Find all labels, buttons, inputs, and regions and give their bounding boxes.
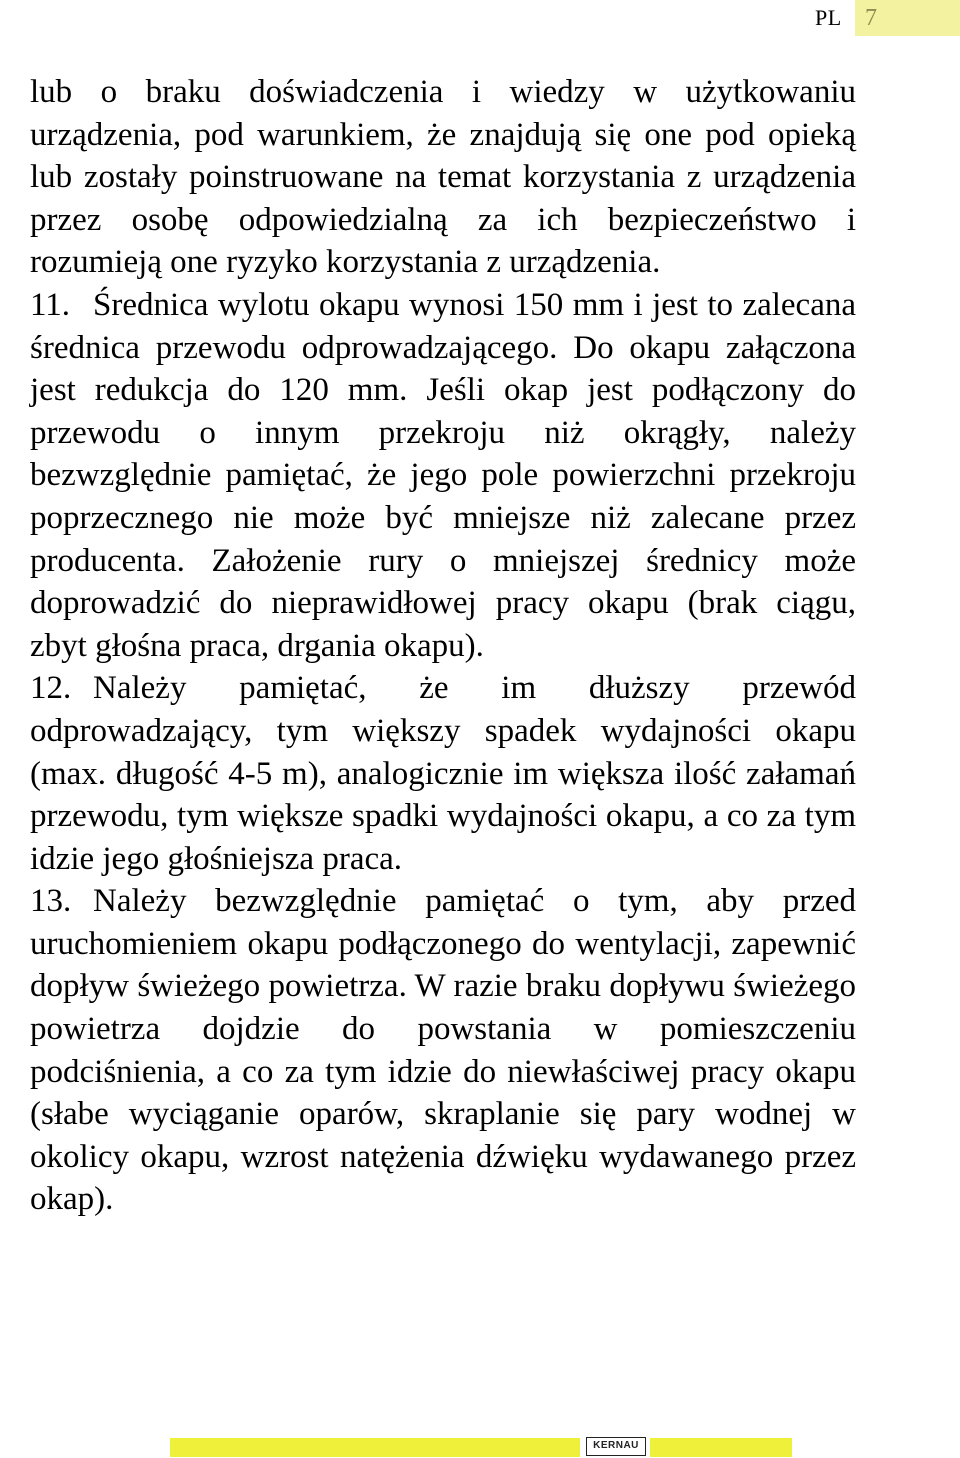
footer-accent-bar — [170, 1438, 580, 1457]
item-text: Należy pamiętać, że im dłuższy przewód odprowadzający, tym większy spadek wydajności okapu (max. długość 4-5 m), analogicznie im większa ilość załamań przewodu, tym większe spadki wydajności okapu, a co za tym idzie jego głośniejsza praca. — [30, 670, 856, 877]
footer-accent-bar-right — [650, 1438, 792, 1457]
item-text: Średnica wylotu okapu wynosi 150 mm i jest to zalecana średnica przewodu odprowadzającego. Do okapu załączona jest redukcja do 120 mm. Jeśli okap jest podłączony do przewodu o innym przekroju niż okrągły, należy bezwzględnie pamiętać, że jego pole powierzchni przekroju poprzecznego nie może być mniejsze niż zalecane przez producenta. Założenie rury o mniejszej średnicy może doprowadzić do nieprawidłowej pracy okapu (brak ciągu, zbyt głośna praca, drgania okapu). — [30, 286, 856, 664]
list-item-13 — [30, 880, 856, 1221]
item-number: 12. — [30, 670, 72, 707]
language-label: PL — [815, 5, 842, 30]
page-number-box — [855, 0, 960, 36]
item-number: 13. — [30, 883, 72, 920]
page-number: 7 — [865, 5, 877, 31]
continuation-paragraph: lub o braku doświadczenia i wiedzy w użytkowaniu urządzenia, pod warunkiem, że znajdują się one pod opieką lub zostały poinstruowane na temat korzystania z urządzenia przez osobę odpowiedzialną za ich bezpieczeństwo i rozumieją one ryzyko korzystania z urządzenia. — [30, 74, 856, 281]
item-text: Należy bezwzględnie pamiętać o tym, aby przed uruchomieniem okapu podłączonego do wentylacji, zapewnić dopływ świeżego powietrza. W razie braku dopływu świeżego powietrza dojdzie do powstania w pomieszczeniu podciśnienia, a co za tym idzie do niewłaściwej pracy okapu (słabe wyciąganie oparów, skraplanie się pary wodnej w okolicy okapu, wzrost natężenia dźwięku wydawanego przez okap). — [30, 883, 856, 1218]
list-item-12 — [30, 667, 856, 880]
document-body — [30, 71, 856, 1221]
item-number: 11. — [30, 286, 71, 323]
list-item-11 — [30, 284, 856, 667]
brand-logo: KERNAU — [586, 1437, 646, 1456]
